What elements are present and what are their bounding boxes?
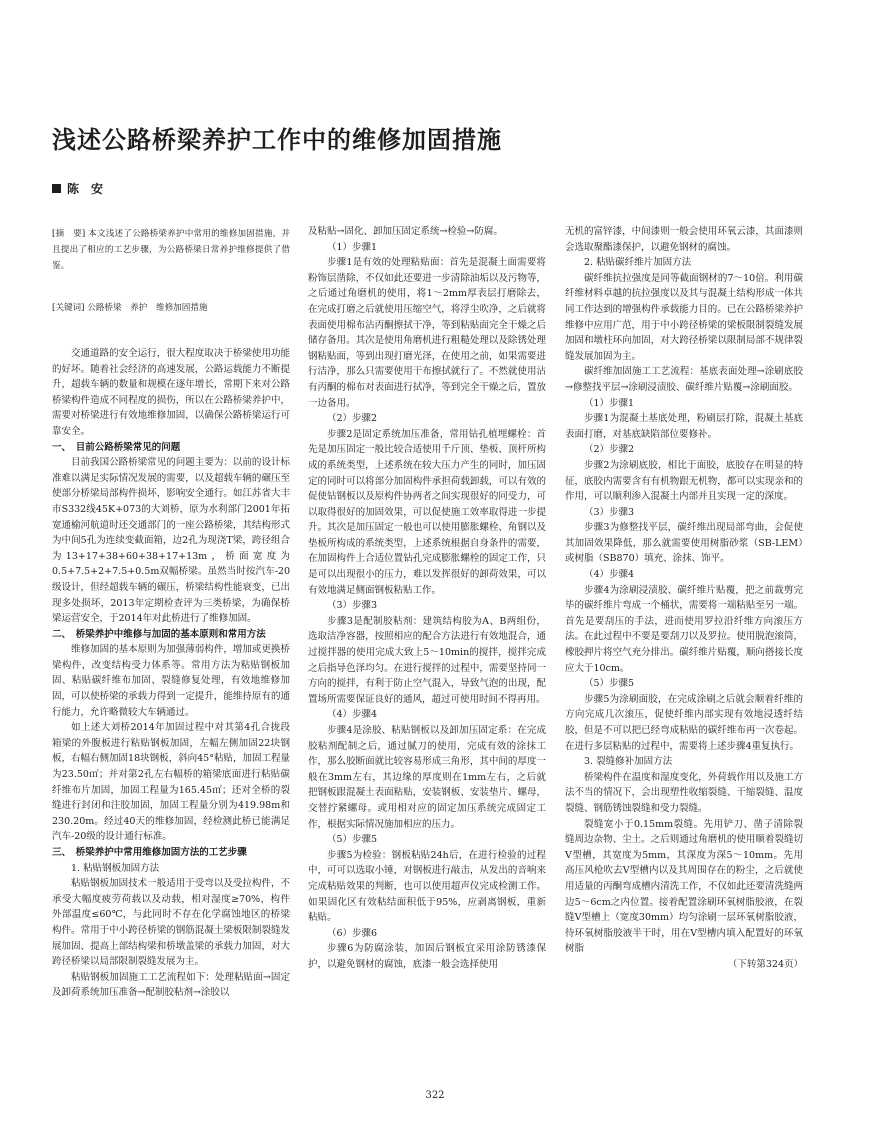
- keywords-label: [关键词]: [52, 303, 85, 313]
- paragraph: 步骤3是配制胶粘剂：建筑结构胶为A、B两组份，选取洁净容器，按照相应的配合方法进行有效地混合，通过搅拌器的使用完成大致上5～10min的搅拌，搅拌完成之后指导色泽均匀。在进行搅拌的过程中，需要坚持同一方向的搅拌，有利于防止空气混入，导致气泡的出现，配置场所需要保证良好的通风，超过可使用时间不得再用。: [308, 615, 546, 705]
- paragraph: 碳纤维加固施工工艺流程：基底表面处理→涂刷底胶→修整找平层→涂刷浸渍胶、碳纤维片贴覆→涂刷面胶。: [565, 366, 803, 393]
- step-heading: （4）步骤4: [327, 709, 378, 721]
- paragraph: 步骤2为涂刷底胶，相比于面胶，底胶存在明显的特征，底胶内需要含有有机物跟无机物，都可以实现亲和的作用，可以顺利渗入混凝土内部并且实现一定的深度。: [565, 459, 803, 503]
- step-heading: （2）步骤2: [584, 444, 635, 456]
- subsection-heading: 3. 裂缝修补加固方法: [584, 756, 673, 768]
- paragraph: 步骤1为混凝土基底处理，粉刷层打除，混凝土基底表面打磨，对基底缺陷部位要修补。: [565, 413, 803, 440]
- author-name: 陈 安: [67, 182, 104, 196]
- section-heading-3: 三、 桥梁养护中常用维修加固方法的工艺步骤: [52, 847, 247, 858]
- paragraph: 步骤4是涂胶、粘贴钢板以及卸加压固定系：在完成胶粘剂配制之后，通过腻刀的使用，完成有效的涂抹工作，那么胶断面就比较容易形成三角形，其中间的厚度一般在3mm左右，其边缘的厚度则在1mm左右，之后就把钢板跟混凝土表面粘贴，安装钢板、安装垫片、螺母，交替拧紧螺母。或用相对应的固定加压系统完成固定工作，根据实际情况施加相应的压力。: [308, 725, 546, 830]
- subsection-heading: 1. 粘贴钢板加固方法: [71, 862, 160, 874]
- step-heading: （5）步骤5: [327, 834, 378, 846]
- step-heading: （6）步骤6: [327, 927, 378, 939]
- square-bullet-icon: [52, 184, 61, 193]
- step-heading: （1）步骤1: [327, 241, 378, 253]
- paragraph: 如上述大刘桥2014年加固过程中对其第4孔合拢段箱梁的外腹板进行粘贴钢板加固，左幅左侧加固22块钢板，右幅右侧加固18块钢板，斜向45°粘贴，加固工程量为23.50㎡；并对第2孔左右幅桥的箱梁底面进行粘贴碳纤维布片加固，加固工程量为165.45㎡；还对全桥的裂缝进行封闭和注胶加固，加固工程量分别为419.98m和230.20m。经过40天的维修加固，经检测此桥已能满足汽车-20级的设计通行标准。: [52, 722, 290, 843]
- subsection-heading: 2. 粘贴碳纤维片加固方法: [584, 257, 692, 269]
- step-heading: （4）步骤4: [584, 569, 635, 581]
- paragraph: 粘贴钢板加固施工工艺流程如下：处理粘贴面→固定及卸荷系统加压准备→配制胶粘剂→涂胶以: [52, 971, 290, 999]
- page-title: 浅述公路桥梁养护工作中的维修加固措施: [52, 126, 502, 154]
- keywords-text: 公路桥梁 养护 维修加固措施: [87, 303, 208, 313]
- step-heading: （3）步骤3: [584, 506, 635, 518]
- continued-note: （下转第324页）: [727, 958, 803, 970]
- paragraph: 交通道路的安全运行，很大程度取决于桥梁使用功能的好坏。随着社会经济的高速发展，公路运载能力不断提升，超载车辆的数量和规模在逐年增长，常期下来对公路桥梁构件造成不同程度的损伤，所以在公路桥梁养护中，需要对桥梁进行有效地维修加固，以确保公路桥梁运行可靠安全。: [52, 348, 290, 437]
- step-heading: （3）步骤3: [327, 600, 378, 612]
- page-number: 322: [425, 1090, 445, 1101]
- paragraph: 目前我国公路桥梁常见的问题主要为：以前的设计标准难以满足实际情况发展的需要，以及超载车辆的碾压至使部分桥梁局部构件损坏，影响安全通行。如江苏省大丰市S332线45K+073的大刘桥，原为水利部门2001年拓宽通榆河航道时还交通部门的一座公路桥梁，其结构形式为中间5孔为连续变截面箱，边2孔为现浇T梁，跨径组合为13+17+38+60+38+17+13m，桥面宽度为0.5+7.5+2+7.5+0.5m双幅桥梁。虽然当时按汽车-20级设计，但经超载车辆的碾压，桥梁结构性能衰变，已出现多处损坏，2013年定期检查评为三类桥梁，为确保桥梁运营安全，于2014年对此桥进行了维修加固。: [52, 457, 290, 625]
- column-1: [52, 226, 290, 1001]
- abstract: [52, 226, 290, 274]
- paragraph: 维修加固的基本原则为加强薄弱构件，增加或更换桥梁构件，改变结构受力体系等。常用方法为粘贴钢板加固、粘贴碳纤维布加固、裂缝修复处理，有效地维修加固，可以使桥梁的承载力得到一定提升，能维持原有的通行能力，允许略微较大车辆通过。: [52, 644, 290, 718]
- step-heading: （5）步骤5: [584, 678, 635, 690]
- paragraph: 步骤2是固定系统加压准备，常用钻孔植埋螺栓：首先是加压固定一般比较合适使用千斤顶、垫板、顶杆所构成的系统类型，上述系统在较大压力产生的同时，加压固定的同时可以将部分加固构件承担荷载卸载，可以有效的促使钻钢板以及原构件协两者之间实现很好的同受力，可以取得很好的加固效果，可以促使施工效率取得进一步提升。其次是加压固定一般也可以使用膨胀螺栓、角钢以及垫板所构成的系统类型，上述系统根据自身条件的需要，在加固构件上合适位置钻孔完成膨胀螺栓的固定工作，只是可以出现很小的压力，难以发挥很好的卸荷效果，可以有效地满足侧面钢板粘贴工作。: [308, 428, 546, 596]
- keywords: [52, 300, 290, 316]
- abstract-text: 本文浅述了公路桥梁养护中常用的维修加固措施，并且提出了相应的工艺步骤，为公路桥梁日常养护维修提供了借鉴。: [52, 229, 290, 271]
- abstract-label: [摘 要]: [52, 229, 86, 239]
- step-heading: （1）步骤1: [584, 397, 635, 409]
- paragraph: 步骤1是有效的处理粘贴面：首先是混凝土面需要将粉饰层凿除，不仅如此还要进一步清除油垢以及污物等，之后通过角磨机的使用，将1～2mm厚表层打磨除去，在完成打磨之后就使用压缩空气，将浮尘吹净，之后就将表面使用棉布沾丙酮擦拭干净，等到粘贴面完全干燥之后储存备用。其次是使用角磨机进行粗糙处理以及除锈处理钢粘贴面，等到出现打磨光泽，在使用之前，如果需要进行洁净，那么只需要使用干布擦拭就行了。不然就使用沾有丙酮的棉布对表面进行拭净，等到完全干燥之后，置放一边备用。: [308, 257, 546, 409]
- column-2: [308, 224, 546, 973]
- author-line: [52, 180, 103, 197]
- paragraph: 步骤5为检验：钢板粘贴24h后，在进行检验的过程中，可可以选取小锤，对钢板进行敲击，从发出的音响来完成粘贴效果的判断，也可以使用超声仪完成检测工作。如果固化区有效粘结面积低于95%，应剥离钢板，重新粘贴。: [308, 849, 546, 924]
- paragraph: 及粘贴→固化、卸加压固定系统→检验→防腐。: [308, 226, 503, 237]
- section-heading-2: 二、 桥梁养护中维修与加固的基本原则和常用方法: [52, 628, 266, 640]
- paragraph: 步骤4为涂刷浸渍胶、碳纤维片贴覆，把之前裁剪完毕的碳纤维片弯成一个桶状，需要将一端粘贴至另一端。首先是要刮压的手法，进而使用罗拉沿纤维方向滚压方法。在此过程中不要是要刮刀以及罗拉。使用脱泡滚筒，橡胶押片将空气充分排出。碳纤维片贴覆，顺向搭接长度应大于10cm。: [565, 584, 803, 674]
- step-heading: （2）步骤2: [327, 413, 378, 425]
- column-3: [565, 224, 803, 973]
- section-heading-1: 一、 目前公路桥梁常见的问题: [52, 441, 181, 453]
- paragraph: 步骤3为修整找平层，碳纤维出现局部弯曲，会促使其加固效果降低，那么就需要使用树脂砂浆（SB-LEM）或树脂（SB870）填充、涂抹、饰平。: [565, 522, 803, 565]
- paragraph: 粘贴钢板加固技术一般适用于受弯以及受拉构件，不承受大幅度疲劳荷载以及动载，相对湿度≥70%，构件外部温度≤60℃，与此同时不存在化学腐蚀地区的桥梁构件。常用于中小跨径桥梁的钢筋混凝土梁板限制裂缝发展加固、提高上部结构梁和桥墩盖梁的承载力加固，对大跨径桥梁以局部限制裂缝发展为主。: [52, 878, 290, 968]
- paragraph: 步骤5为涂刷面胶，在完成涂刷之后就会顺着纤维的方向完成几次滚压，促使纤维内部实现有效地浸透纤结胶，但是不可以把已经弯成粘贴的碳纤维布再一次卷起。在进行多层粘贴的过程中，需要将上述步骤4重复执行。: [565, 693, 803, 752]
- paragraph: 桥梁构件在温度和湿度变化，外荷载作用以及施工方法不当的情况下，会出现塑性收缩裂缝、干缩裂缝、温度裂缝、钢筋锈蚀裂缝和受力裂缝。: [565, 771, 803, 814]
- paragraph: 碳纤维抗拉强度是同等截面钢材的7～10倍。利用碳纤维材料卓越的抗拉强度以及其与混凝土结构形成一体共同工作达到的增强构件承载能力目的。已在公路桥梁养护维修中应用广范，用于中小跨径桥梁的梁板限制裂缝发展加固和墩柱环向加固，对大跨径桥梁以限制局部不规律裂缝发展加固为主。: [565, 272, 803, 362]
- paragraph: 步骤6为防腐涂装，加固后钢板宜采用涂防锈漆保护，以避免钢材的腐蚀，底漆一般会选择使用: [308, 943, 546, 970]
- paragraph: 无机的富锌漆，中间漆则一般会使用环氧云漆，其面漆则会选取聚酯漆保护，以避免钢材的腐蚀。: [565, 226, 803, 253]
- paragraph: 裂缝宽小于0.15mm裂缝。先用铲刀、凿子清除裂缝周边杂物、尘土。之后则通过角磨机的使用顺着裂缝切V型槽，其宽度为5mm，其深度为深5～10mm。先用高压风枪吹去V型槽内以及其周围存在的粉尘，之后就使用适量的丙酮弯成槽内清洗工作，不仅如此还要清洗缝两边5～6cm之内位置。接着配置涂刷环氧树脂胶液，在裂缝V型槽上（宽度30mm）均匀涂刷一层环氧树脂胶液，待环氧树脂胶液半干时，用在V型槽内填入配置好的环氧树脂: [565, 818, 803, 955]
